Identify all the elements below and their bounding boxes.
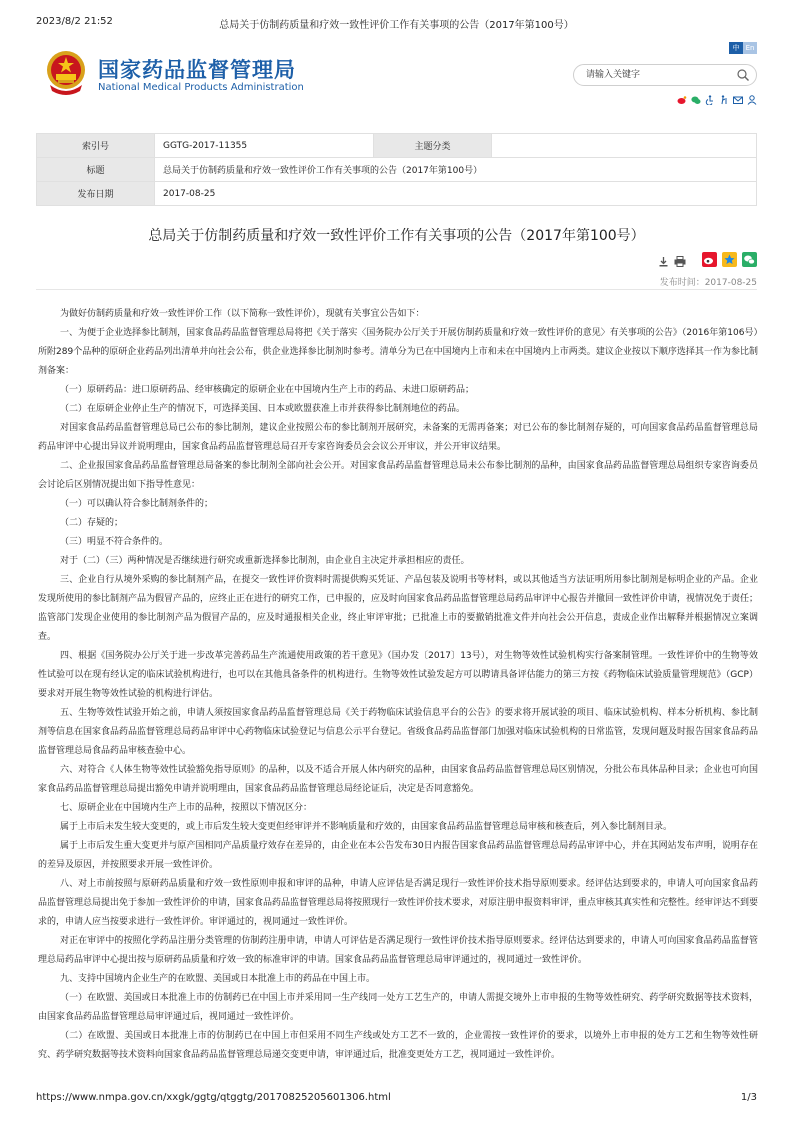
share-qzone-icon[interactable] (722, 252, 737, 271)
share-wechat-icon[interactable] (742, 252, 757, 271)
document-meta-table (36, 133, 757, 206)
header-share-icons (677, 90, 757, 100)
article-paragraph: 六、对符合《人体生物等效性试验豁免指导原则》的品种，以及不适合开展人体内研究的品种，由国家食品药品监督管理总局区别情况，分批公布具体品种目录；企业也可向国家食品药品监督管理总局提出豁免申请并说明理由，国家食品药品监督管理总局经论证后，决定是否同意豁免。 (38, 765, 758, 794)
article-paragraph: 一、为便于企业选择参比制剂，国家食品药品监督管理总局将把《关于落实〈国务院办公厅关于开展仿制药质量和疗效一致性评价的意见〉有关事项的公告》（2016年第106号）所附289个品种的原研企业药品列出清单并向社会公布，供企业选择参比制剂时参考。清单分为已在中国境内上市和未在中国境内上市两类。建议企业按以下顺序选择其一作为参比制剂备案： (38, 328, 758, 376)
search-box (573, 64, 757, 86)
language-switch (729, 42, 757, 54)
article-paragraph: 三、企业自行从境外采购的参比制剂产品，在提交一致性评价资料时需提供购买凭证、产品包装及说明书等材料，或以其他适当方法证明所用参比制剂是标明企业的产品。企业发现所使用的参比制剂产品为假冒产品的，应终止正在进行的研究工作，已申报的，应及时向国家食品药品监督管理总局药品审评中心报告并撤回一致性评价申请，视情况免于责任；监管部门发现企业使用的参比制剂产品为假冒产品的，应及时通报相关企业，终止审评审批；已批准上市的要撤销批准文件并向社会公开信息，责成企业作出解释并根据情况立案调查。 (38, 575, 759, 642)
article-body (38, 305, 758, 1065)
article-paragraph: 九、支持中国境内企业生产的在欧盟、美国或日本批准上市的药品在中国上市。 (60, 974, 376, 984)
article-paragraph: （一）在欧盟、美国或日本批准上市的仿制药已在中国上市并采用同一生产线同一处方工艺生产的，申请人需提交境外上市申报的生物等效性研究、药学研究数据等技术资料，由国家食品药品监督管理总局审评通过后，视同通过一致性评价。 (38, 993, 758, 1022)
meta-date-label: 发布日期 (37, 182, 155, 206)
user-icon[interactable] (747, 90, 757, 100)
article-paragraph: 四、根据《国务院办公厅关于进一步改革完善药品生产流通使用政策的若干意见》（国办发〔2017〕13号），对生物等效性试验机构实行备案制管理。一致性评价中的生物等效性试验可以在现有经认定的临床试验机构进行，也可以在其他具备条件的机构进行。生物等效性试验发起方可以聘请具备评估能力的第三方按《药物临床试验质量管理规范》（GCP）要求对开展生物等效性试验的机构进行评估。 (38, 651, 758, 699)
article-paragraph: 属于上市后未发生较大变更的，或上市后发生较大变更但经审评并不影响质量和疗效的，由国家食品药品监督管理总局审核和核查后，列入参比制剂目录。 (60, 822, 673, 832)
publish-time: 发布时间：2017-08-25 (659, 278, 757, 288)
meta-row-title (37, 158, 757, 182)
search-input[interactable] (586, 68, 726, 82)
elder-mode-icon[interactable] (719, 90, 729, 100)
article-paragraph: 七、原研企业在中国境内生产上市的品种，按照以下情况区分： (60, 803, 313, 813)
national-emblem-icon[interactable] (44, 49, 88, 97)
mail-icon[interactable] (733, 90, 743, 100)
article-paragraph: （一）可以确认符合参比制剂条件的； (60, 499, 214, 509)
article-paragraph: 对国家食品药品监督管理总局已公布的参比制剂，建议企业按照公布的参比制剂开展研究，未备案的无需再备案；对已公布的参比制剂存疑的，可向国家食品药品监督管理总局药品审评中心提出异议并说明理由，国家食品药品监督管理总局召开专家咨询委员会会议公开审议，并公开审议结果。 (38, 423, 758, 452)
weibo-icon[interactable] (677, 90, 687, 100)
meta-title-label: 标题 (37, 158, 155, 182)
accessibility-icon[interactable] (705, 90, 715, 100)
wechat-icon[interactable] (691, 90, 701, 100)
article-paragraph: 八、对上市前按照与原研药品质量和疗效一致性原则申报和审评的品种，申请人应评估是否满足现行一致性评价技术指导原则要求。经评估达到要求的，申请人可向国家食品药品监督管理总局提出免于参加一致性评价的申请，国家食品药品监督管理总局将按照现行一致性评价技术要求，对原注册申报资料审评，重点审核其真实性和完整性。经审评达不到要求的，申请人应当按要求进行一致性评价。审评通过的，视同通过一致性评价。 (38, 879, 759, 927)
article-tools (658, 252, 757, 271)
meta-index-label: 索引号 (37, 134, 155, 158)
article-paragraph: （二）在欧盟、美国或日本批准上市的仿制药已在中国上市但采用不同生产线或处方工艺不一致的，企业需按一致性评价的要求，以境外上市申报的处方工艺和生物等效性研究、药学研究数据等技术资料向国家食品药品监督管理总局递交变更申请，审评通过后，批准变更处方工艺，视同通过一致性评价。 (38, 1031, 758, 1060)
meta-row-date (37, 182, 757, 206)
site-name[interactable]: 国家药品监督管理局 (98, 58, 296, 82)
site-name-english: National Medical Products Administration (98, 82, 304, 93)
lang-en-button[interactable]: En (743, 42, 757, 54)
title-divider (36, 289, 757, 290)
article-paragraph: （二）存疑的； (60, 518, 124, 528)
article-paragraph: （二）在原研企业停止生产的情况下，可选择美国、日本或欧盟获准上市并获得参比制剂地位的药品。 (60, 404, 466, 414)
meta-title-value: 总局关于仿制药质量和疗效一致性评价工作有关事项的公告（2017年第100号） (155, 158, 757, 182)
article-paragraph: 对于（二）（三）两种情况是否继续进行研究或重新选择参比制剂，由企业自主决定并承担相应的责任。 (60, 556, 470, 566)
print-page-title: 总局关于仿制药质量和疗效一致性评价工作有关事项的公告（2017年第100号） (219, 20, 574, 31)
article-paragraph: 为做好仿制药质量和疗效一致性评价工作（以下简称一致性评价），现就有关事宜公告如下： (60, 309, 425, 319)
print-page-number: 1/3 (740, 1092, 757, 1103)
article-paragraph: （三）明显不符合条件的。 (60, 537, 169, 547)
print-icon[interactable] (674, 252, 686, 271)
article-paragraph: 属于上市后发生重大变更并与原产国相同产品质量疗效存在差异的，由企业在本公告发布30日内报告国家食品药品监督管理总局药品审评中心，并在其网站发布声明，说明存在的差异及原因，并按照要求开展一致性评价。 (38, 841, 758, 870)
article-title: 总局关于仿制药质量和疗效一致性评价工作有关事项的公告（2017年第100号） (148, 228, 645, 244)
search-icon[interactable] (736, 68, 750, 82)
lang-zh-button[interactable]: 中 (729, 42, 743, 54)
print-header (36, 16, 757, 32)
article-paragraph: 对正在审评中的按照化学药品注册分类管理的仿制药注册申请，申请人可评估是否满足现行一致性评价技术指导原则要求。经评估达到要求的，申请人可向国家食品药品监督管理总局药品审评中心提出按与原研药品质量和疗效一致的标准审评的申请。国家食品药品监督管理总局审评通过的，视同通过一致性评价。 (38, 936, 758, 965)
meta-index-value: GGTG-2017-11355 (155, 134, 374, 158)
site-header (36, 42, 757, 112)
meta-category-label: 主题分类 (374, 134, 492, 158)
meta-category-value (492, 134, 757, 158)
article-paragraph: 二、企业报国家食品药品监督管理总局备案的参比制剂全部向社会公开。对国家食品药品监督管理总局未公布参比制剂的品种，由国家食品药品监督管理总局组织专家咨询委员会讨论后区别情况提出如下指导性意见： (38, 461, 758, 490)
meta-date-value: 2017-08-25 (155, 182, 757, 206)
article-paragraph: （一）原研药品：进口原研药品、经审核确定的原研企业在中国境内生产上市的药品、未进口原研药品； (60, 385, 475, 395)
share-weibo-icon[interactable] (702, 252, 717, 271)
print-datetime: 2023/8/2 21:52 (36, 16, 113, 27)
article-paragraph: 五、生物等效性试验开始之前，申请人须按国家食品药品监督管理总局《关于药物临床试验信息平台的公告》的要求将开展试验的项目、临床试验机构、样本分析机构、参比制剂等信息在国家食品药品监督管理总局药品审评中心药物临床试验登记与信息公示平台登记。省级食品药品监督部门加强对临床试验机构的日常监管，发现问题及时报告国家食品药品监督管理总局食品药品审核查验中心。 (38, 708, 759, 756)
download-icon[interactable] (658, 252, 669, 271)
meta-row-index (37, 134, 757, 158)
print-url: https://www.nmpa.gov.cn/xxgk/ggtg/qtggtg/20170825205601306.html (36, 1092, 391, 1103)
print-footer (36, 1092, 757, 1108)
